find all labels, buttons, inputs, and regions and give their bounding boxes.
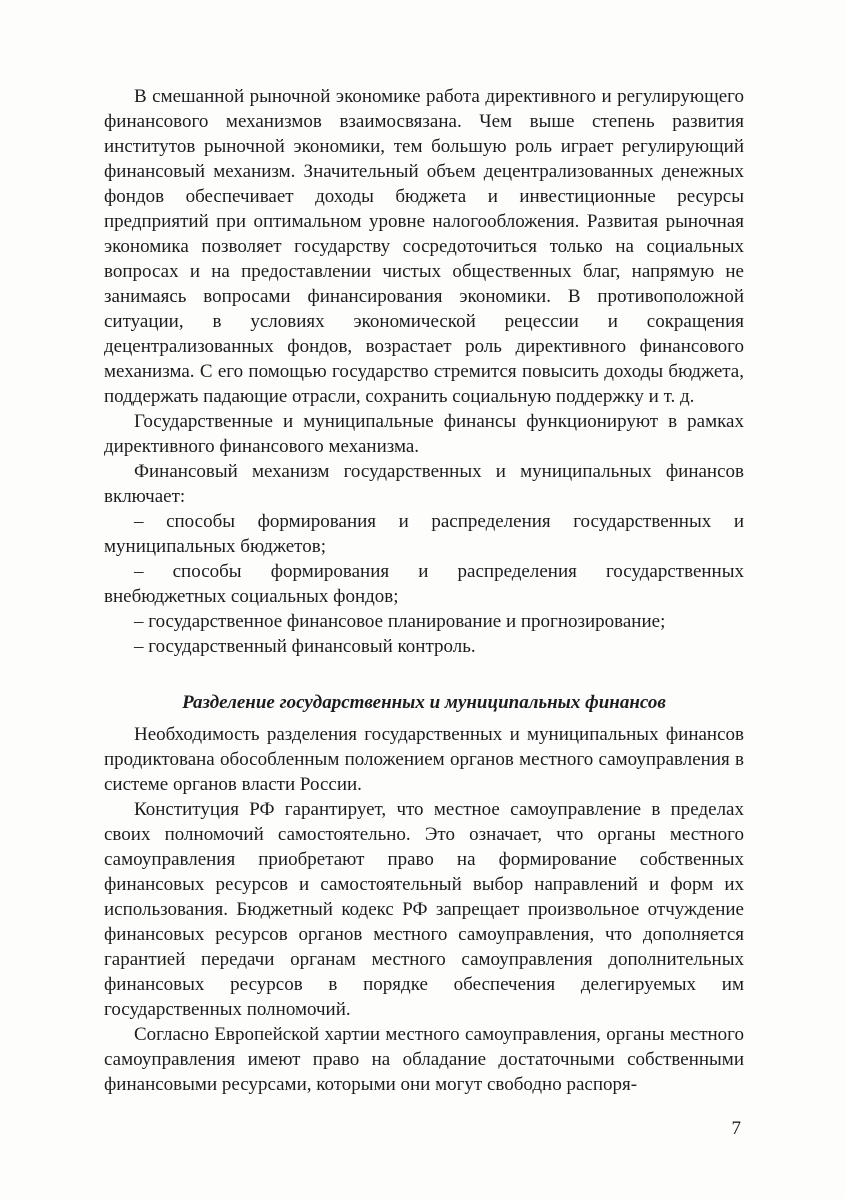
body-paragraph: Необходимость разделения государственных и муниципальных финансов продиктована обособленным положением органов местного самоуправления в системе органов власти России. — [104, 724, 744, 795]
list-item: – способы формирования и распределения государственных внебюджетных социальных фондов; — [104, 561, 744, 607]
body-paragraph: Согласно Европейской хартии местного самоуправления, органы местного самоуправления имеют право на обладание достаточными собственными финансовыми ресурсами, которыми они могут свободно распоря- — [104, 1024, 744, 1095]
text-column — [104, 84, 744, 1097]
list-item: – государственный финансовый контроль. — [134, 636, 476, 657]
page-number: 7 — [731, 1118, 741, 1139]
body-paragraph: В смешанной рыночной экономике работа директивного и регулирующего финансового механизмов взаимосвязана. Чем выше степень развития институтов рыночной экономики, тем большую роль играет регулирующий финансовый механизм. Значительный объем децентрализованных денежных фондов обеспечивает доходы бюджета и инвестиционные ресурсы предприятий при оптимальном уровне налогообложения. Развитая рыночная экономика позволяет государству сосредоточиться только на социальных вопросах и на предоставлении чистых общественных благ, напрямую не занимаясь вопросами финансирования экономики. В противоположной ситуации, в условиях экономической рецессии и сокращения децентрализованных фондов, возрастает роль директивного финансового механизма. С его помощью государство стремится повысить доходы бюджета, поддержать падающие отрасли, сохранить социальную поддержку и т. д. — [104, 86, 744, 407]
list-item: – способы формирования и распределения государственных и муниципальных бюджетов; — [104, 511, 744, 557]
body-paragraph: Государственные и муниципальные финансы функционируют в рамках директивного финансового механизма. — [104, 411, 744, 457]
body-paragraph: Финансовый механизм государственных и муниципальных финансов включает: — [104, 461, 744, 507]
list-item: – государственное финансовое планирование и прогнозирование; — [134, 611, 666, 632]
section-heading: Разделение государственных и муниципальных финансов — [182, 692, 666, 713]
body-paragraph: Конституция РФ гарантирует, что местное самоуправление в пределах своих полномочий самостоятельно. Это означает, что органы местного самоуправления приобретают право на формирование собственных финансовых ресурсов и самостоятельный выбор направлений и форм их использования. Бюджетный кодекс РФ запрещает произвольное отчуждение финансовых ресурсов органов местного самоуправления, что дополняется гарантией передачи органам местного самоуправления дополнительных финансовых ресурсов в порядке обеспечения делегируемых им государственных полномочий. — [104, 799, 744, 1020]
